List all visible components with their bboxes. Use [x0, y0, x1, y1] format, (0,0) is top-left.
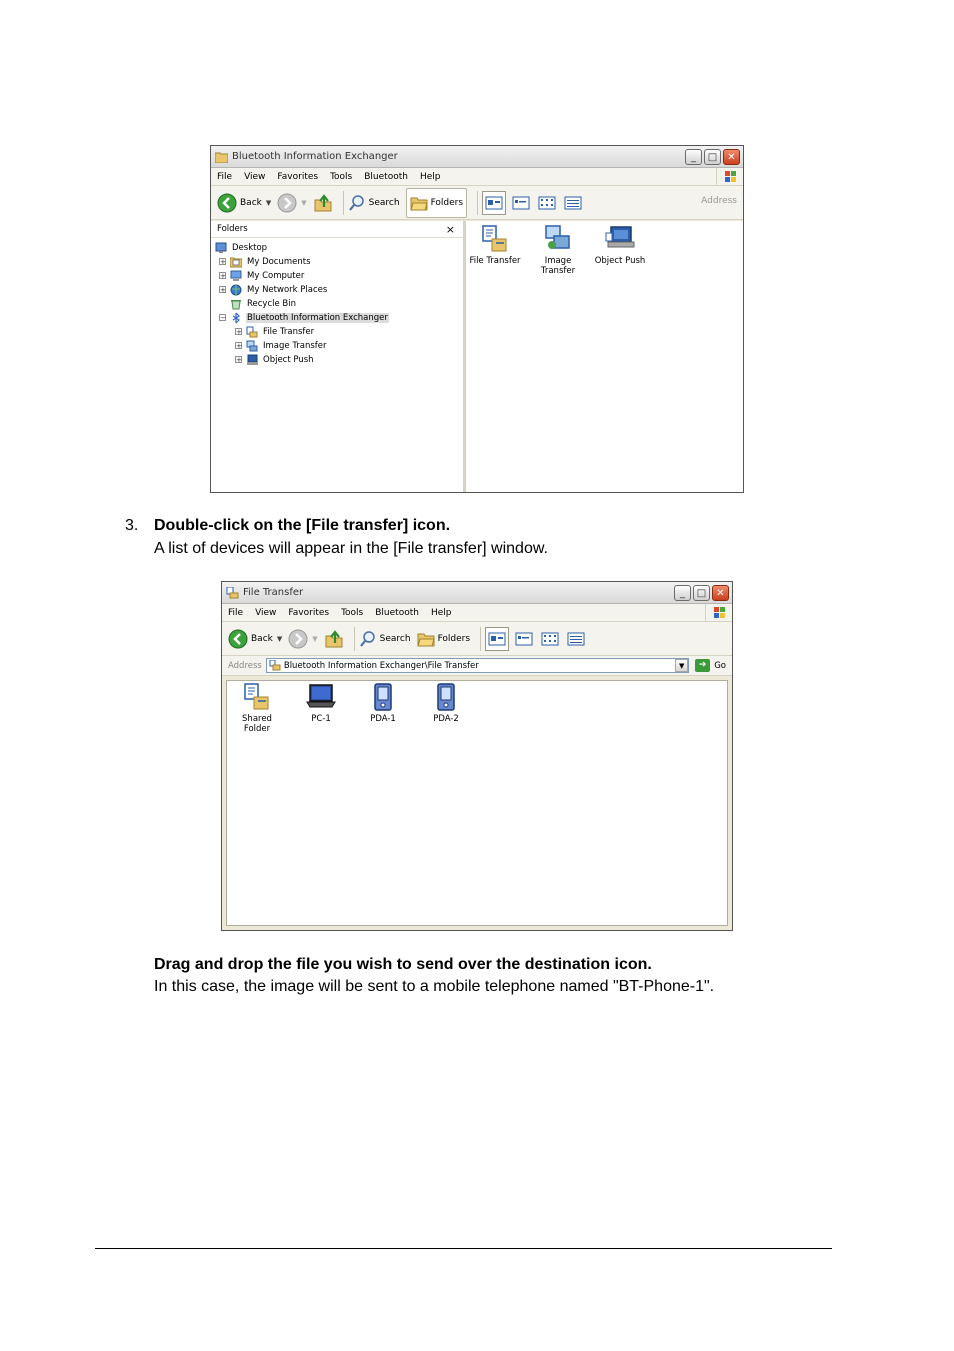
- item-pc-1[interactable]: PC-1: [293, 683, 349, 724]
- forward-button[interactable]: [277, 189, 306, 217]
- minimize-button[interactable]: _: [674, 585, 691, 601]
- view-icons-icon: [538, 195, 556, 211]
- menu-tools[interactable]: Tools: [341, 607, 364, 618]
- folders-button[interactable]: Folders: [406, 188, 468, 218]
- menu-bluetooth[interactable]: Bluetooth: [375, 607, 419, 618]
- close-button[interactable]: ✕: [712, 585, 729, 601]
- menu-favorites[interactable]: Favorites: [288, 607, 330, 618]
- standard-toolbar: [222, 622, 732, 656]
- content-pane: [226, 680, 728, 926]
- item-shared-folder[interactable]: Shared Folder: [229, 683, 285, 734]
- search-button[interactable]: Search: [348, 189, 400, 217]
- step-heading: Double-click on the [File transfer] icon.: [154, 517, 451, 534]
- tree-item-object-push[interactable]: + Object Push: [236, 354, 314, 365]
- address-label: Address: [228, 660, 262, 671]
- forward-arrow-icon: [277, 193, 297, 213]
- bluetooth-icon: [230, 312, 242, 324]
- tree-item-my-documents[interactable]: + My Documents: [220, 256, 311, 267]
- tree-item-bluetooth-exchanger[interactable]: − Bluetooth Information Exchanger: [220, 312, 388, 323]
- go-arrow-icon: ➔: [695, 659, 710, 672]
- view-icons-button[interactable]: [536, 192, 558, 214]
- menu-view[interactable]: View: [244, 171, 266, 182]
- collapse-icon[interactable]: −: [220, 314, 226, 322]
- image-transfer-icon: [246, 340, 258, 352]
- search-button[interactable]: Search: [359, 625, 411, 653]
- search-icon: [348, 194, 366, 212]
- item-pda-1[interactable]: PDA-1: [355, 683, 411, 724]
- tree-item-image-transfer[interactable]: + Image Transfer: [236, 340, 327, 351]
- network-places-icon: [230, 284, 242, 296]
- tree-item-my-computer[interactable]: + My Computer: [220, 270, 305, 281]
- object-push-icon: [605, 225, 635, 253]
- back-dropdown-icon[interactable]: ▼: [265, 198, 272, 207]
- maximize-button[interactable]: □: [693, 585, 710, 601]
- step-body: In this case, the image will be sent to a mobile telephone named "BT-Phone-1".: [154, 978, 715, 995]
- address-bar: [222, 656, 732, 676]
- file-transfer-icon: [269, 660, 281, 671]
- folders-button[interactable]: Folders: [417, 625, 471, 653]
- expand-icon[interactable]: +: [236, 356, 242, 364]
- footer-rule: [95, 1248, 832, 1249]
- menu-bar: [222, 604, 732, 622]
- folders-pane-header: Folders ×: [211, 221, 463, 238]
- back-button[interactable]: Back ▼: [217, 189, 271, 217]
- forward-button[interactable]: [288, 625, 317, 653]
- view-icons-button[interactable]: [539, 628, 561, 650]
- my-computer-icon: [230, 270, 242, 282]
- pda-icon: [368, 683, 398, 711]
- toolbar-separator: [343, 191, 344, 215]
- folders-icon: [417, 631, 435, 647]
- folder-icon: [215, 151, 228, 163]
- windows-flag-icon: [716, 168, 743, 185]
- menu-favorites[interactable]: Favorites: [277, 171, 319, 182]
- tree-item-file-transfer[interactable]: + File Transfer: [236, 326, 315, 337]
- close-pane-icon[interactable]: ×: [445, 222, 455, 236]
- up-folder-icon: [324, 629, 344, 649]
- menu-bluetooth[interactable]: Bluetooth: [364, 171, 408, 182]
- file-transfer-window: [221, 581, 733, 931]
- menu-help[interactable]: Help: [419, 171, 441, 182]
- toolbar-separator: [477, 191, 478, 215]
- item-object-push[interactable]: Object Push: [592, 225, 648, 266]
- address-dropdown-icon[interactable]: ▼: [675, 659, 688, 672]
- item-pda-2[interactable]: PDA-2: [418, 683, 474, 724]
- up-folder-icon: [313, 193, 333, 213]
- window-title: File Transfer: [243, 587, 304, 598]
- view-thumbnails-icon: [488, 631, 506, 647]
- search-icon: [359, 630, 377, 648]
- step-heading: Drag and drop the file you wish to send over the destination icon.: [154, 956, 652, 973]
- expand-icon[interactable]: +: [236, 328, 242, 336]
- folders-icon: [410, 195, 428, 211]
- desktop-icon: [215, 242, 227, 254]
- address-label: Address: [701, 196, 737, 206]
- file-transfer-icon: [246, 326, 258, 338]
- window-title-bar[interactable]: [222, 582, 732, 604]
- view-details-button[interactable]: [562, 192, 584, 214]
- toolbar-separator: [354, 627, 355, 651]
- menu-bar: [211, 168, 743, 186]
- view-tiles-button[interactable]: [513, 628, 535, 650]
- view-details-button[interactable]: [565, 628, 587, 650]
- back-arrow-icon: [217, 193, 237, 213]
- file-transfer-icon: [226, 587, 239, 599]
- my-documents-icon: [230, 256, 242, 268]
- window-title-bar[interactable]: [211, 146, 743, 168]
- address-input[interactable]: Bluetooth Information Exchanger\File Transfer ▼: [266, 658, 689, 673]
- back-button[interactable]: Back ▼: [228, 625, 282, 653]
- view-thumbnails-button[interactable]: [482, 191, 506, 215]
- bluetooth-exchanger-window: [210, 145, 744, 493]
- tree-item-desktop[interactable]: Desktop: [215, 241, 268, 254]
- object-push-icon: [246, 354, 258, 366]
- view-tiles-icon: [515, 631, 533, 647]
- back-arrow-icon: [228, 629, 248, 649]
- expand-icon[interactable]: +: [220, 286, 226, 294]
- view-icons-icon: [541, 631, 559, 647]
- laptop-icon: [306, 683, 336, 711]
- folders-pane: [211, 221, 466, 492]
- minimize-button[interactable]: _: [685, 149, 702, 165]
- menu-file[interactable]: File: [228, 607, 244, 618]
- explorer-body: [211, 221, 743, 492]
- forward-dropdown-icon[interactable]: ▼: [312, 634, 318, 643]
- view-thumbnails-button[interactable]: [485, 627, 509, 651]
- file-transfer-icon: [480, 225, 510, 253]
- back-dropdown-icon[interactable]: ▼: [276, 634, 283, 643]
- menu-view[interactable]: View: [255, 607, 277, 618]
- close-button[interactable]: ✕: [723, 149, 740, 165]
- item-file-transfer[interactable]: File Transfer: [467, 225, 523, 266]
- step-number: 3.: [125, 517, 139, 534]
- recycle-bin-icon: [230, 298, 242, 310]
- up-folder-button[interactable]: [324, 625, 344, 653]
- toolbar-separator: [480, 627, 481, 651]
- expand-icon[interactable]: +: [220, 258, 226, 266]
- content-pane: [466, 221, 743, 492]
- view-tiles-icon: [512, 195, 530, 211]
- view-details-icon: [564, 195, 582, 211]
- window-title: Bluetooth Information Exchanger: [232, 151, 398, 162]
- view-tiles-button[interactable]: [510, 192, 532, 214]
- forward-arrow-icon: [288, 629, 308, 649]
- view-thumbnails-icon: [485, 195, 503, 211]
- tree-item-network-places[interactable]: + My Network Places: [220, 284, 328, 295]
- up-folder-button[interactable]: [313, 189, 333, 217]
- menu-help[interactable]: Help: [430, 607, 452, 618]
- maximize-button[interactable]: □: [704, 149, 721, 165]
- view-details-icon: [567, 631, 585, 647]
- step-body: A list of devices will appear in the [File transfer] window.: [154, 540, 548, 557]
- forward-dropdown-icon[interactable]: ▼: [301, 198, 307, 207]
- expand-icon[interactable]: +: [236, 342, 242, 350]
- windows-flag-icon: [705, 604, 732, 621]
- image-transfer-icon: [543, 225, 573, 253]
- expand-icon[interactable]: +: [220, 272, 226, 280]
- tree-item-recycle-bin[interactable]: Recycle Bin: [230, 297, 297, 310]
- shared-folder-icon: [242, 683, 272, 711]
- item-image-transfer[interactable]: Image Transfer: [530, 225, 586, 276]
- standard-toolbar: [211, 186, 743, 220]
- menu-tools[interactable]: Tools: [330, 171, 353, 182]
- menu-file[interactable]: File: [217, 171, 233, 182]
- pda-icon: [431, 683, 461, 711]
- go-button[interactable]: ➔ Go: [695, 659, 726, 672]
